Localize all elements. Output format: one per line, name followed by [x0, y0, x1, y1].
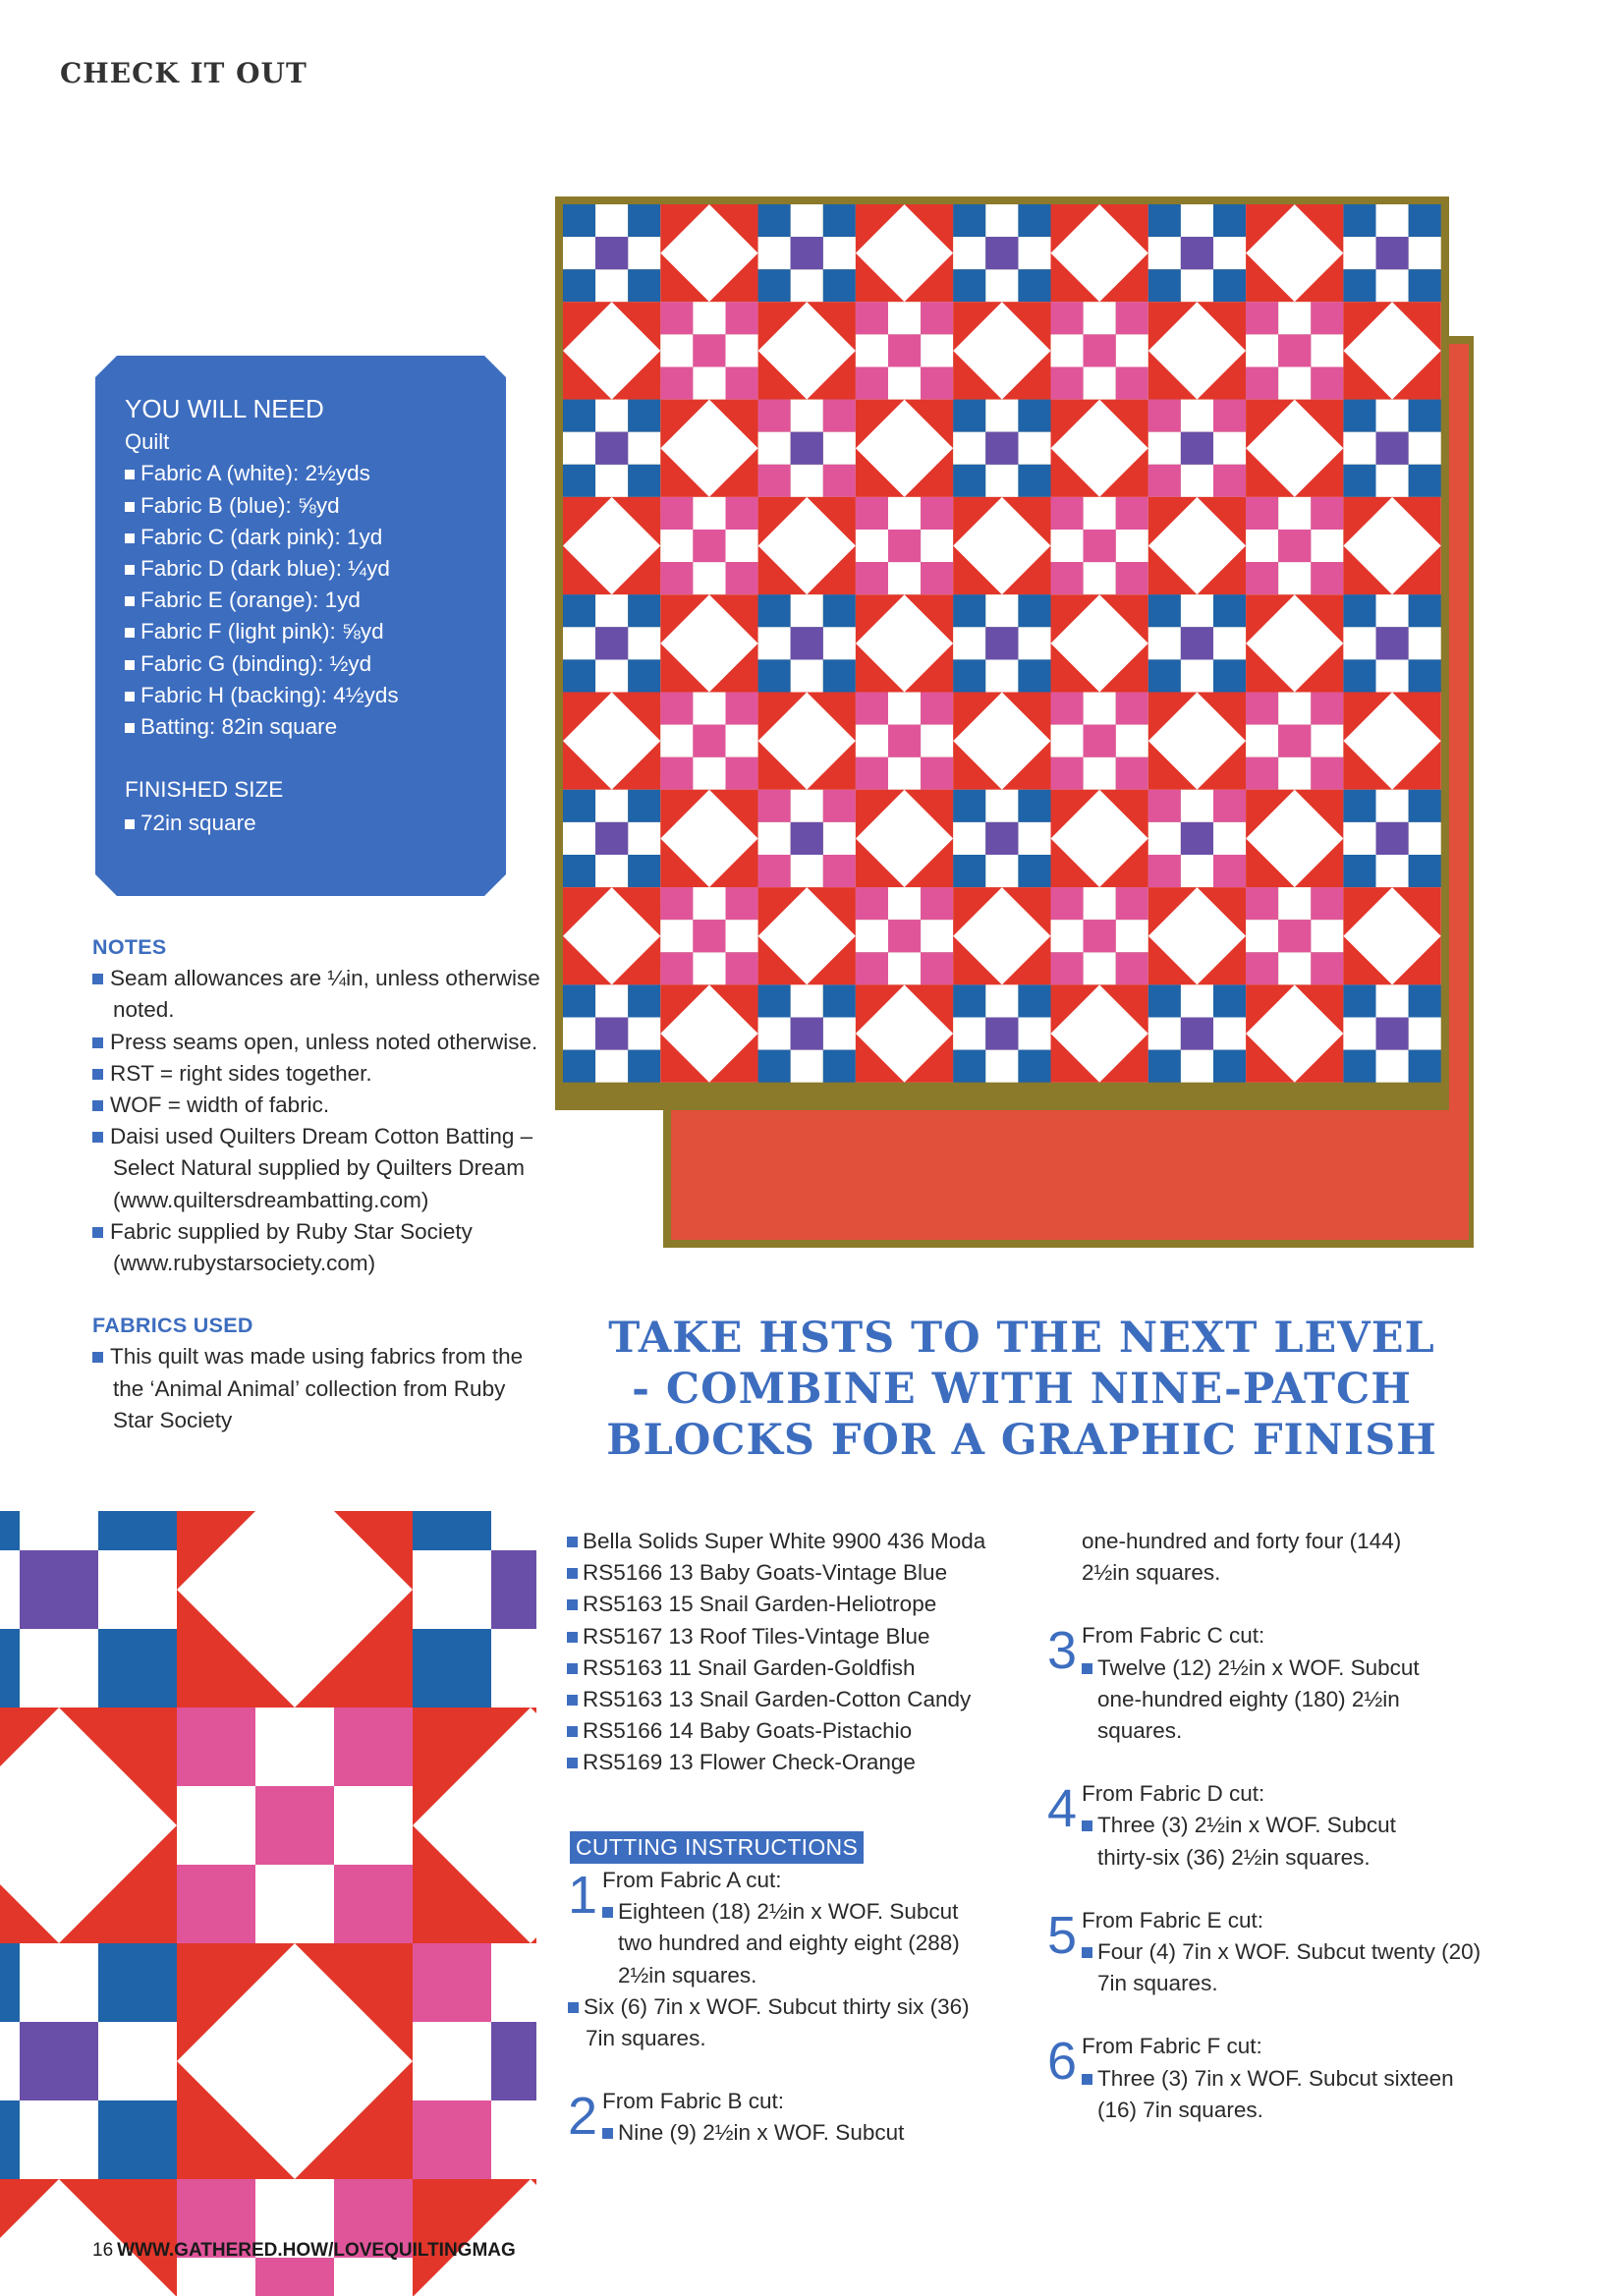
quilt-patch [1278, 334, 1311, 366]
quilt-patch [255, 1786, 334, 1865]
section-header: CHECK IT OUT [60, 57, 308, 89]
quilt-patch [1181, 432, 1213, 465]
fabric-item: RS5167 13 Roof Tiles-Vintage Blue [567, 1621, 1058, 1652]
quilt-patch [888, 725, 921, 757]
headline [589, 1313, 1454, 1466]
quilt-patch [693, 920, 725, 952]
step-from: From Fabric F cut: [1082, 2034, 1262, 2059]
quilt-patch [791, 822, 823, 855]
need-item: Batting: 82in square [125, 711, 486, 743]
step-number: 6 [1047, 2032, 1078, 2092]
cutting-column-left: 1 From Fabric A cut: Eighteen (18) 2½in x WOF. Subcut two hundred and eighty eight (288) 2½in squares. Six (6) 7in x WOF. Subcut thirty six (36) 7in squares. 2 From Fabric B cut: Nine (9) 2½in x WOF. Subcut [568, 1865, 1020, 2150]
quilt-patch [791, 432, 823, 465]
need-item: Fabric H (backing): 4½yds [125, 680, 486, 711]
cutting-step: 3 From Fabric C cut: Twelve (12) 2½in x WOF. Subcut one-hundred eighty (180) 2½in squares. [1047, 1620, 1519, 1747]
note-item: Seam allowances are ¼in, unless otherwise noted. [92, 963, 544, 1026]
quilt-patch [985, 237, 1018, 269]
step-number: 3 [1047, 1621, 1078, 1681]
need-title: YOU WILL NEED [125, 394, 324, 423]
headline-line: BLOCKS FOR A GRAPHIC FINISH [606, 1416, 1437, 1465]
quilt-patch [491, 1550, 536, 1629]
quilt-patch [1181, 1018, 1213, 1050]
cutting-column-right: one-hundred and forty four (144) 2½in squares. 3 From Fabric C cut: Twelve (12) 2½in x WOF. Subcut one-hundred eighty (180) 2½in squares. 4 From Fabric D cut: Three (3) 2½in x WOF. Subcut thirty-six (36) 2½in squares. 5 From Fabric E cut: Four (4) 7in x WOF. Subcut twenty (20) 7in squares. 6 From Fabric F cut: Three (3) 7in x WOF. Subcut sixteen (16) 7in squares. [1047, 1526, 1519, 2126]
fabric-item: RS5166 14 Baby Goats-Pistachio [567, 1715, 1058, 1747]
notes-section [92, 931, 544, 1436]
fabric-item: RS5166 13 Baby Goats-Vintage Blue [567, 1557, 1058, 1589]
quilt-patch [255, 2258, 334, 2296]
need-item: Fabric C (dark pink): 1yd [125, 522, 486, 553]
quilt-patch [985, 822, 1018, 855]
notes-title: NOTES [92, 935, 167, 959]
quilt-patch [791, 237, 823, 269]
note-item: RST = right sides together. [92, 1058, 544, 1090]
fabrics-used-title: FABRICS USED [92, 1314, 253, 1338]
quilt-patch [1376, 822, 1409, 855]
quilt-patch [595, 237, 628, 269]
quilt-patch [1278, 920, 1311, 952]
quilt-photo [555, 196, 1479, 1248]
headline-line: - COMBINE WITH NINE-PATCH [632, 1365, 1412, 1414]
cutting-step: 6 From Fabric F cut: Three (3) 7in x WOF. Subcut sixteen (16) 7in squares. [1047, 2031, 1519, 2126]
need-item: Fabric B (blue): ⅝yd [125, 490, 486, 522]
quilt-detail-blocks [0, 1511, 536, 2296]
quilt-patch [693, 530, 725, 562]
quilt-patch [1376, 237, 1409, 269]
quilt-patch [888, 530, 921, 562]
quilt-patch [1181, 822, 1213, 855]
page-number: 16 [92, 2240, 114, 2261]
headline-line: TAKE HSTS TO THE NEXT LEVEL [608, 1314, 1435, 1363]
fabric-item: RS5163 13 Snail Garden-Cotton Candy [567, 1684, 1058, 1715]
step-number: 4 [1047, 1779, 1078, 1839]
quilt-patch [693, 334, 725, 366]
note-item: Press seams open, unless noted otherwise. [92, 1027, 544, 1058]
step-from: From Fabric C cut: [1082, 1623, 1265, 1649]
step-from: From Fabric D cut: [1082, 1781, 1265, 1807]
step-number: 2 [568, 2087, 598, 2147]
quilt-patch [1181, 627, 1213, 659]
step-from: From Fabric E cut: [1082, 1907, 1264, 1932]
quilt-patch [595, 432, 628, 465]
step-from: From Fabric B cut: [602, 2089, 785, 2114]
page-footer [92, 2240, 516, 2262]
quilt-patch [693, 725, 725, 757]
quilt-patch [1181, 237, 1213, 269]
cutting-step: 1 From Fabric A cut: Eighteen (18) 2½in x WOF. Subcut two hundred and eighty eight (288) 2½in squares. [568, 1865, 1020, 1991]
fabrics-used-text: This quilt was made using fabrics from the the ‘Animal Animal’ collection from Ruby Star Society [92, 1341, 545, 1436]
need-subtitle: Quilt [125, 429, 170, 455]
need-item: Fabric D (dark blue): ¼yd [125, 553, 486, 585]
quilt-patch [888, 920, 921, 952]
fabric-list [567, 1526, 1058, 1779]
quilt-patch [595, 627, 628, 659]
finished-size-value: 72in square [125, 808, 486, 839]
quilt-patch [888, 334, 921, 366]
quilt-patch [1376, 627, 1409, 659]
quilt-patch [1278, 725, 1311, 757]
finished-size-title: FINISHED SIZE [125, 777, 284, 803]
quilt-patch [985, 432, 1018, 465]
quilt-patch [1376, 432, 1409, 465]
quilt-patch [491, 2022, 536, 2100]
quilt-patch [595, 822, 628, 855]
need-item: Fabric E (orange): 1yd [125, 585, 486, 616]
quilt-top [563, 204, 1441, 1083]
quilt-patch [791, 1018, 823, 1050]
cutting-step: 2 From Fabric B cut: Nine (9) 2½in x WOF. Subcut [568, 2086, 1020, 2149]
quilt-patch [985, 627, 1018, 659]
cutting-instructions-title: CUTTING INSTRUCTIONS [570, 1831, 864, 1864]
quilt-patch [1084, 334, 1116, 366]
quilt-patch [1084, 530, 1116, 562]
quilt-patch [985, 1018, 1018, 1050]
you-will-need-panel [95, 356, 506, 896]
step-number: 1 [568, 1866, 598, 1925]
quilt-patch [595, 1018, 628, 1050]
footer-url[interactable]: WWW.GATHERED.HOW/LOVEQUILTINGMAG [117, 2240, 516, 2261]
need-item: Fabric F (light pink): ⅝yd [125, 616, 486, 647]
cutting-step: 5 From Fabric E cut: Four (4) 7in x WOF. Subcut twenty (20) 7in squares. [1047, 1905, 1519, 2000]
quilt-patch [1084, 920, 1116, 952]
fabric-item: RS5169 13 Flower Check-Orange [567, 1747, 1058, 1778]
fabric-item: RS5163 11 Snail Garden-Goldfish [567, 1652, 1058, 1684]
quilt-patch [20, 2022, 98, 2100]
note-item: Fabric supplied by Ruby Star Society (www.rubystarsociety.com) [92, 1216, 545, 1279]
fabric-item: RS5163 15 Snail Garden-Heliotrope [567, 1589, 1058, 1620]
quilt-patch [1084, 725, 1116, 757]
quilt-patch [20, 1550, 98, 1629]
need-item: Fabric A (white): 2½yds [125, 458, 486, 489]
quilt-patch [791, 627, 823, 659]
step-from: From Fabric A cut: [602, 1868, 782, 1892]
step-number: 5 [1047, 1905, 1078, 1965]
quilt-patch [1278, 530, 1311, 562]
fabric-item: Bella Solids Super White 9900 436 Moda [567, 1526, 1058, 1557]
note-item: WOF = width of fabric. [92, 1090, 544, 1121]
need-item: Fabric G (binding): ½yd [125, 648, 486, 680]
note-item: Daisi used Quilters Dream Cotton Batting – Select Natural supplied by Quilters Dream (www.quiltersdreambatting.com) [92, 1121, 535, 1216]
quilt-patch [1376, 1018, 1409, 1050]
cutting-step: 4 From Fabric D cut: Three (3) 2½in x WOF. Subcut thirty-six (36) 2½in squares. [1047, 1778, 1519, 1874]
quilt-detail-photo [0, 1511, 536, 2296]
